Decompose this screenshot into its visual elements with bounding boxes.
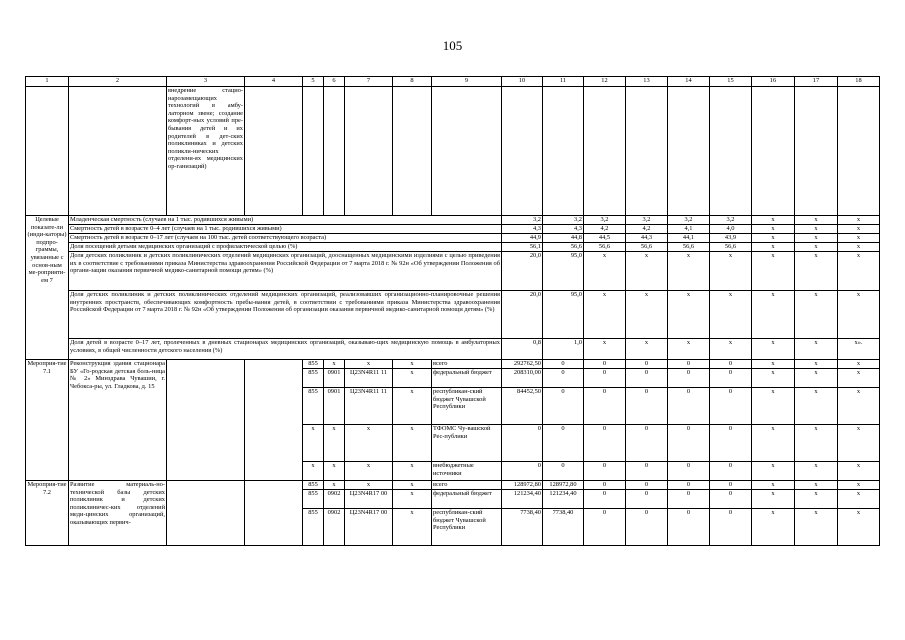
funding-value: 0 [710, 360, 752, 369]
gr-bs-code: 855 [303, 360, 324, 369]
rz-pr-code: 0902 [324, 509, 345, 546]
funding-value: x [838, 490, 880, 509]
column-number-cell: 4 [245, 77, 303, 87]
indicator-value: x [752, 252, 795, 291]
column-number-cell: 14 [668, 77, 710, 87]
funding-value: x [795, 425, 838, 462]
funding-source: всего [432, 481, 502, 490]
indicator-value: x [626, 252, 668, 291]
column-number-cell: 12 [584, 77, 626, 87]
empty-cell [245, 87, 303, 216]
indicator-value: 3,2 [710, 216, 752, 225]
funding-value: 0 [502, 462, 543, 481]
rz-pr-code: 0902 [324, 490, 345, 509]
funding-value: 0 [626, 425, 668, 462]
measure-label: Мероприя-тие 7.2 [26, 481, 69, 546]
csr-code: Ц23N4R17 00 [345, 490, 393, 509]
indicator-value: x [838, 243, 880, 252]
column-number-cell: 15 [710, 77, 752, 87]
funding-value: 0 [543, 462, 584, 481]
indicator-text: Доля детей в возрасте 0–17 лет, пролеченных в дневных стационарах медицинских организаций, оказываю-щих медицинскую помощь в амбулаторных условиях, в общей численности детского населения (%) [69, 339, 502, 360]
gr-bs-code: x [303, 462, 324, 481]
indicator-value: 20,0 [502, 291, 543, 339]
rz-pr-code: x [324, 360, 345, 369]
column-number-cell: 18 [838, 77, 880, 87]
indicator-value: 56,6 [543, 243, 584, 252]
table-row [26, 252, 880, 291]
indicator-value: x [752, 339, 795, 360]
funding-value: 0 [502, 425, 543, 462]
funding-value: 0 [626, 481, 668, 490]
indicator-value: 43,9 [710, 234, 752, 243]
funding-value: 0 [543, 369, 584, 388]
funding-value: 0 [584, 388, 626, 425]
indicator-value: x [838, 234, 880, 243]
funding-value: x [795, 481, 838, 490]
indicator-value: x [668, 339, 710, 360]
csr-code: x [345, 462, 393, 481]
funding-source: федеральный бюджет [432, 369, 502, 388]
funding-value: 0 [668, 462, 710, 481]
indicator-value: 95,0 [543, 291, 584, 339]
funding-source: республикан-ский бюджет Чувашской Республики [432, 509, 502, 546]
indicator-text: Доля детских поликлиник и детских поликлинических отделений медицинских организаций, реализовавших организационно-планировочные решения внутренних пространств, обеспечивающих комфортность пребы-вания детей, в соответствии с требованиями приказа Министерства здравоохранения Российской Федерации от 7 марта 2018 г. № 92н «Об утверждении Положения об организации оказания первичной медико-санитарной помощи детям» (%) [69, 291, 502, 339]
indicator-value: 3,2 [668, 216, 710, 225]
column-number-cell: 13 [626, 77, 668, 87]
table-body [26, 77, 880, 546]
column-number-cell: 8 [393, 77, 432, 87]
indicator-value: x [584, 291, 626, 339]
empty-cell [245, 481, 303, 546]
csr-code: x [345, 360, 393, 369]
funding-value: x [838, 462, 880, 481]
funding-value: x [838, 509, 880, 546]
empty-cell [26, 87, 69, 216]
indicator-value: 3,2 [543, 216, 584, 225]
funding-value: 121234,40 [543, 490, 584, 509]
csr-code: x [345, 425, 393, 462]
vr-code: x [393, 462, 432, 481]
funding-value: 121234,40 [502, 490, 543, 509]
funding-value: 0 [626, 490, 668, 509]
empty-cell [324, 87, 345, 216]
funding-value: 292762,50 [502, 360, 543, 369]
indicator-value: 3,2 [502, 216, 543, 225]
indicator-value: x [668, 291, 710, 339]
measure-name: Развитие материаль-но-технической базы детских поликлиник и детских поликлиничес-ких отделений меди-цинских организаций, оказывающих первич- [69, 481, 167, 546]
indicator-text: Смертность детей в возрасте 0–17 лет (случаев на 100 тыс. детей соответствующего возраста) [69, 234, 502, 243]
funding-source: федеральный бюджет [432, 490, 502, 509]
column-number-row [26, 77, 880, 87]
indicator-value: 44,3 [626, 234, 668, 243]
vr-code: x [393, 425, 432, 462]
funding-value: 84452,50 [502, 388, 543, 425]
indicator-value: 4,0 [710, 225, 752, 234]
gr-bs-code: 855 [303, 481, 324, 490]
indicator-value: 44,5 [584, 234, 626, 243]
funding-value: 128972,80 [502, 481, 543, 490]
funding-value: x [795, 509, 838, 546]
funding-value: x [838, 425, 880, 462]
column-number-cell: 7 [345, 77, 393, 87]
indicator-text: Младенческая смертность (случаев на 1 тыс. родившихся живыми) [69, 216, 502, 225]
funding-value: x [752, 490, 795, 509]
indicator-value: x [752, 234, 795, 243]
indicator-value: 1,0 [543, 339, 584, 360]
indicator-value: x [795, 243, 838, 252]
funding-value: x [752, 360, 795, 369]
csr-code: Ц23N4R11 11 [345, 369, 393, 388]
indicator-value: 56,6 [584, 243, 626, 252]
indicator-value: 56,1 [502, 243, 543, 252]
funding-value: 0 [668, 360, 710, 369]
rz-pr-code: x [324, 462, 345, 481]
funding-value: 0 [626, 462, 668, 481]
indicator-value: 4,3 [543, 225, 584, 234]
funding-value: x [838, 388, 880, 425]
funding-value: x [838, 369, 880, 388]
funding-value: 0 [710, 388, 752, 425]
empty-cell [303, 87, 324, 216]
indicator-value: 56,6 [626, 243, 668, 252]
table-row [26, 216, 880, 225]
empty-cell [710, 87, 752, 216]
funding-value: 0 [584, 360, 626, 369]
funding-value: 0 [584, 369, 626, 388]
column-number-cell: 9 [432, 77, 502, 87]
indicator-value: x [795, 252, 838, 291]
funding-value: x [795, 360, 838, 369]
funding-source: внебюджетные источники [432, 462, 502, 481]
indicator-text: Доля посещений детьми медицинских организаций с профилактической целью (%) [69, 243, 502, 252]
vr-code: x [393, 360, 432, 369]
indicator-value: 56,6 [710, 243, 752, 252]
indicator-value: 56,6 [668, 243, 710, 252]
funding-value: 0 [543, 360, 584, 369]
funding-value: 0 [584, 509, 626, 546]
indicator-value: x [838, 225, 880, 234]
measure-name: Реконструкция здания стационара БУ «Го-родская детская боль-ница № 2» Минздрава Чувашии, г. Чебокса-ры, ул. Гладкова, д. 15 [69, 360, 167, 481]
column-number-cell: 2 [69, 77, 167, 87]
indicator-value: 95,0 [543, 252, 584, 291]
vr-code: x [393, 369, 432, 388]
indicator-value: 4,2 [584, 225, 626, 234]
indicator-text: Доля детских поликлиник и детских поликлинических отделений медицинских организаций, дооснащенных медицинскими изделиями с целью приведения их в соответствие с требованиями приказа Министерства здравоохранения Российской Федерации от 7 марта 2018 г. № 92н «Об утверждении Положения об органи-зации оказания первичной медико-санитарной помощи детям» (%) [69, 252, 502, 291]
empty-cell [584, 87, 626, 216]
table-row [26, 360, 880, 369]
empty-cell [502, 87, 543, 216]
indicator-value: x [795, 234, 838, 243]
empty-cell [668, 87, 710, 216]
indicator-value: 4,2 [626, 225, 668, 234]
funding-value: 0 [626, 360, 668, 369]
table-row [26, 234, 880, 243]
indicator-value: 4,1 [668, 225, 710, 234]
rz-pr-code: 0901 [324, 388, 345, 425]
indicator-value: x [584, 252, 626, 291]
empty-cell [167, 360, 245, 481]
column-number-cell: 17 [795, 77, 838, 87]
column-number-cell: 5 [303, 77, 324, 87]
funding-value: 0 [543, 425, 584, 462]
funding-value: 0 [668, 481, 710, 490]
funding-value: x [752, 481, 795, 490]
empty-cell [626, 87, 668, 216]
rz-pr-code: x [324, 481, 345, 490]
vr-code: x [393, 509, 432, 546]
column-number-cell: 10 [502, 77, 543, 87]
column-number-cell: 11 [543, 77, 584, 87]
empty-cell [393, 87, 432, 216]
indicator-value: x [626, 291, 668, 339]
indicator-value: x [795, 225, 838, 234]
funding-value: 0 [668, 425, 710, 462]
vr-code: x [393, 481, 432, 490]
indicator-value: x [710, 252, 752, 291]
indicator-value: x». [838, 339, 880, 360]
table-row [26, 339, 880, 360]
funding-value: 0 [710, 481, 752, 490]
funding-value: 0 [668, 369, 710, 388]
indicator-value: x [838, 291, 880, 339]
table-row [26, 243, 880, 252]
empty-cell [838, 87, 880, 216]
indicator-value: 4,3 [502, 225, 543, 234]
indicator-value: 44,9 [502, 234, 543, 243]
gr-bs-code: 855 [303, 388, 324, 425]
continuation-text: внедрение стацио-нарозамещающих технологий в амбу-латорном звене; создание комфорт-ных условий пре-бывания детей и их родителей в дет-ских поликлиниках и детских поликли-нических отделени-ях медицинских ор-ганизаций) [167, 87, 245, 216]
funding-value: x [795, 388, 838, 425]
indicator-value: x [752, 291, 795, 339]
indicator-value: x [838, 216, 880, 225]
gr-bs-code: 855 [303, 509, 324, 546]
funding-value: x [795, 490, 838, 509]
csr-code: Ц23N4R11 11 [345, 388, 393, 425]
indicator-value: x [752, 225, 795, 234]
program-table [25, 76, 880, 546]
funding-value: 0 [626, 369, 668, 388]
funding-value: x [795, 462, 838, 481]
vr-code: x [393, 490, 432, 509]
indicator-value: x [795, 339, 838, 360]
funding-value: 0 [710, 369, 752, 388]
column-number-cell: 16 [752, 77, 795, 87]
table-row [26, 481, 880, 490]
funding-value: 7738,40 [543, 509, 584, 546]
funding-value: 0 [710, 490, 752, 509]
gr-bs-code: 855 [303, 490, 324, 509]
indicator-value: 3,2 [584, 216, 626, 225]
empty-cell [432, 87, 502, 216]
funding-value: 0 [584, 425, 626, 462]
empty-cell [795, 87, 838, 216]
empty-cell [167, 481, 245, 546]
funding-value: 0 [584, 462, 626, 481]
vr-code: x [393, 388, 432, 425]
indicator-value: 44,8 [543, 234, 584, 243]
funding-value: 208310,00 [502, 369, 543, 388]
column-number-cell: 1 [26, 77, 69, 87]
funding-value: 0 [584, 490, 626, 509]
funding-value: x [752, 388, 795, 425]
funding-value: 0 [668, 509, 710, 546]
indicator-value: x [626, 339, 668, 360]
table-row [26, 225, 880, 234]
indicator-value: 44,1 [668, 234, 710, 243]
funding-value: 0 [668, 388, 710, 425]
indicator-value: x [795, 216, 838, 225]
indicator-value: x [710, 339, 752, 360]
funding-value: x [795, 369, 838, 388]
funding-value: 0 [543, 388, 584, 425]
gr-bs-code: x [303, 425, 324, 462]
page-number: 105 [442, 38, 463, 53]
target-indicators-label: Целевые показате-ли (инди-каторы) подпро-граммы, увязанные с основ-ным ме-роприяти-ем 7 [26, 216, 69, 360]
indicator-value: x [584, 339, 626, 360]
table-row [26, 87, 880, 216]
funding-value: x [752, 369, 795, 388]
indicator-value: 0,8 [502, 339, 543, 360]
funding-value: 0 [626, 509, 668, 546]
funding-source: всего [432, 360, 502, 369]
funding-value: x [838, 481, 880, 490]
csr-code: x [345, 481, 393, 490]
funding-value: 0 [710, 509, 752, 546]
gr-bs-code: 855 [303, 369, 324, 388]
funding-value: 0 [584, 481, 626, 490]
funding-value: x [752, 509, 795, 546]
empty-cell [69, 87, 167, 216]
rz-pr-code: x [324, 425, 345, 462]
column-number-cell: 6 [324, 77, 345, 87]
indicator-value: x [838, 252, 880, 291]
funding-source: ТФОМС Чу-вашской Рес-публики [432, 425, 502, 462]
funding-value: x [752, 425, 795, 462]
empty-cell [752, 87, 795, 216]
funding-value: 0 [710, 425, 752, 462]
funding-value: 0 [668, 490, 710, 509]
indicator-value: 20,0 [502, 252, 543, 291]
measure-label: Мероприя-тие 7.1 [26, 360, 69, 481]
indicator-text: Смертность детей в возрасте 0–4 лет (случаев на 1 тыс. родившихся живыми) [69, 225, 502, 234]
indicator-value: x [752, 243, 795, 252]
empty-cell [543, 87, 584, 216]
column-number-cell: 3 [167, 77, 245, 87]
indicator-value: x [752, 216, 795, 225]
csr-code: Ц23N4R17 00 [345, 509, 393, 546]
funding-value: 0 [710, 462, 752, 481]
empty-cell [345, 87, 393, 216]
funding-value: 0 [626, 388, 668, 425]
funding-value: 7738,40 [502, 509, 543, 546]
indicator-value: 3,2 [626, 216, 668, 225]
table-row [26, 291, 880, 339]
empty-cell [245, 360, 303, 481]
funding-source: республикан-ский бюджет Чувашской Республики [432, 388, 502, 425]
indicator-value: x [668, 252, 710, 291]
funding-value: 128972,80 [543, 481, 584, 490]
funding-value: x [838, 360, 880, 369]
funding-value: x [752, 462, 795, 481]
rz-pr-code: 0901 [324, 369, 345, 388]
indicator-value: x [795, 291, 838, 339]
indicator-value: x [710, 291, 752, 339]
